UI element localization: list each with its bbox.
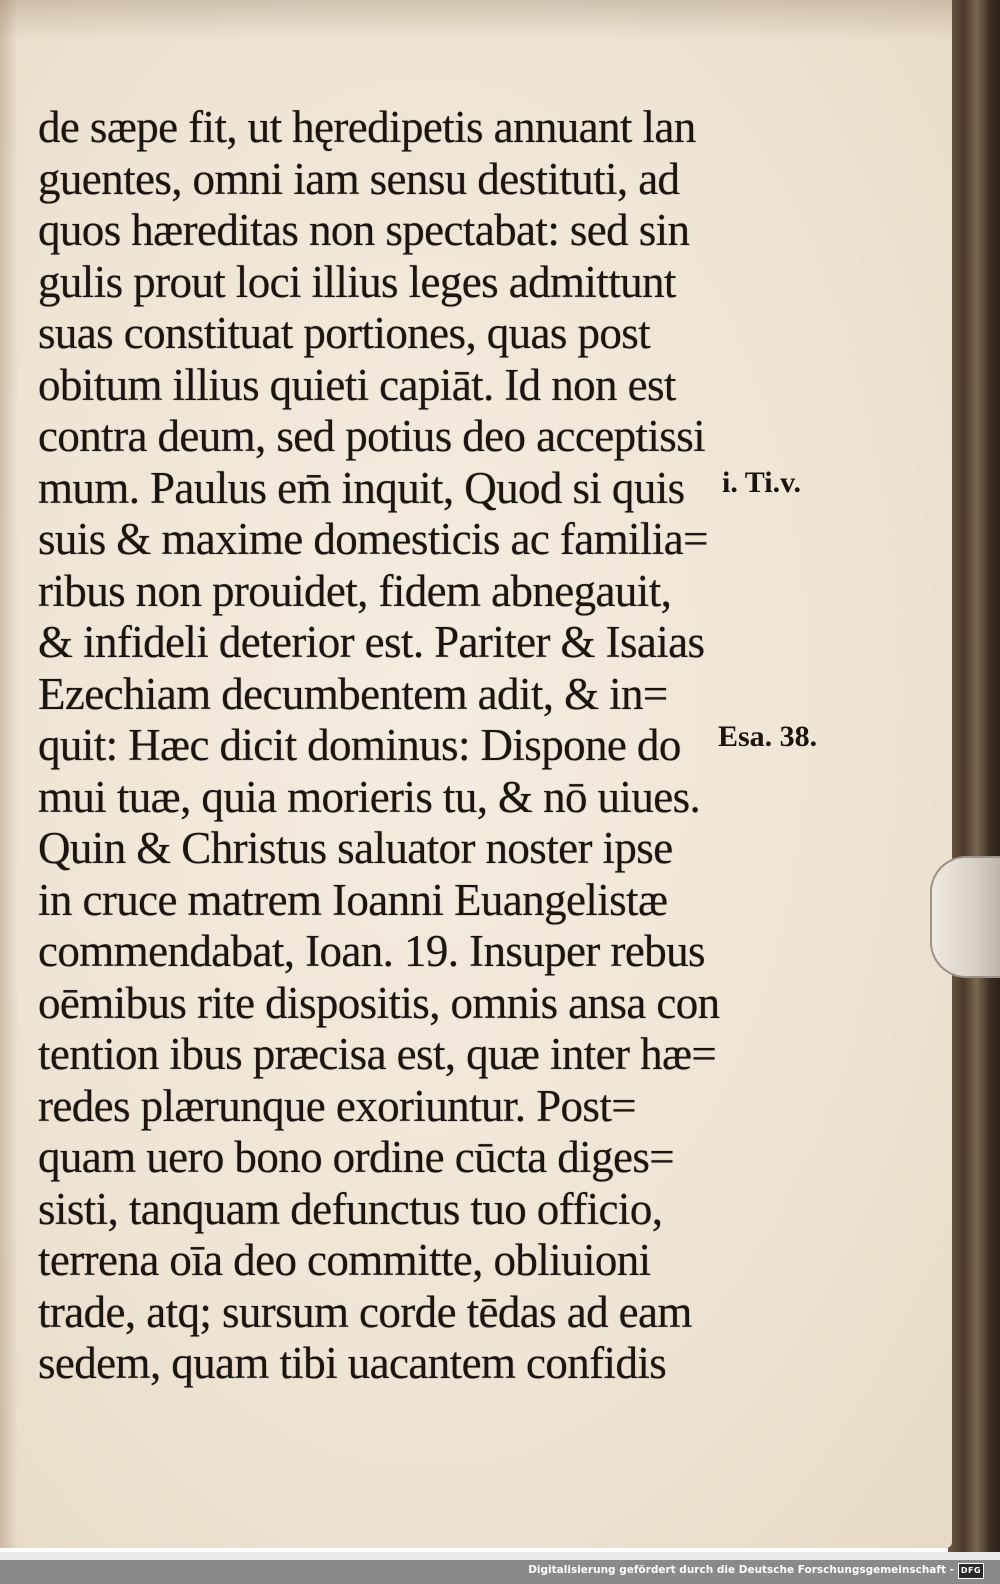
text-line: Ezechiam decumbentem adit, & in= (38, 668, 668, 719)
text-line: quit: Hæc dicit dominus: Dispone do (38, 720, 681, 770)
page-shadow-left (0, 0, 18, 1548)
text-line: contra deum, sed potius deo acceptissi (38, 411, 706, 461)
text-line: guentes, omni iam sensu destituti, ad (38, 153, 680, 204)
text-line: de sæpe fit, ut hęredipetis annuant lan (38, 102, 696, 152)
text-line: mum. Paulus em̄ inquit, Quod si quis (38, 462, 685, 513)
text-line: quos hæreditas non spectabat: sed sin (38, 205, 690, 255)
text-line: obitum illius quieti capiāt. Id non est (38, 359, 676, 410)
text-line: & infideli deterior est. Pariter & Isaias (38, 617, 705, 667)
text-line: oēmibus rite dispositis, omnis ansa con (38, 977, 720, 1028)
text-line: redes plærunque exoriuntur. Post= (38, 1080, 637, 1131)
body-text (38, 102, 728, 1390)
dfg-logo: DFG (958, 1563, 984, 1579)
text-line: ribus non prouidet, fidem abnegauit, (38, 565, 672, 616)
text-line: terrena oīa deo committe, obliuioni (38, 1235, 651, 1285)
text-line: in cruce matrem Ioanni Euangelistæ (38, 874, 668, 925)
text-line: quam uero bono ordine cūcta diges= (38, 1132, 675, 1182)
page-clip (930, 856, 1000, 978)
footer-gap (0, 1552, 1000, 1560)
book-edge (948, 0, 1000, 1552)
text-line: gulis prout loci illius leges admittunt (38, 256, 676, 307)
funding-credit: Digitalisierung gefördert durch die Deutsche Forschungsgemeinschaft - (528, 1564, 954, 1576)
text-line: tention ibus præcisa est, quæ inter hæ= (38, 1029, 717, 1079)
text-line: commendabat, Ioan. 19. Insuper rebus (38, 926, 705, 976)
marginal-note-isaiah: Esa. 38. (718, 720, 818, 753)
text-line: sisti, tanquam defunctus tuo officio, (38, 1183, 663, 1234)
text-line: trade, atq; sursum corde tēdas ad eam (38, 1286, 692, 1337)
text-line: sedem, quam tibi uacantem confidis (38, 1338, 667, 1388)
text-line: Quin & Christus saluator noster ipse (38, 823, 673, 873)
page-shadow-top (0, 0, 952, 40)
text-line: suas constituat portiones, quas post (38, 308, 651, 358)
text-line: suis & maxime domesticis ac familia= (38, 514, 708, 564)
text-line: mui tuæ, quia morieris tu, & nō uiues. (38, 771, 701, 822)
marginal-note-timothy: i. Ti.v. (722, 466, 801, 499)
